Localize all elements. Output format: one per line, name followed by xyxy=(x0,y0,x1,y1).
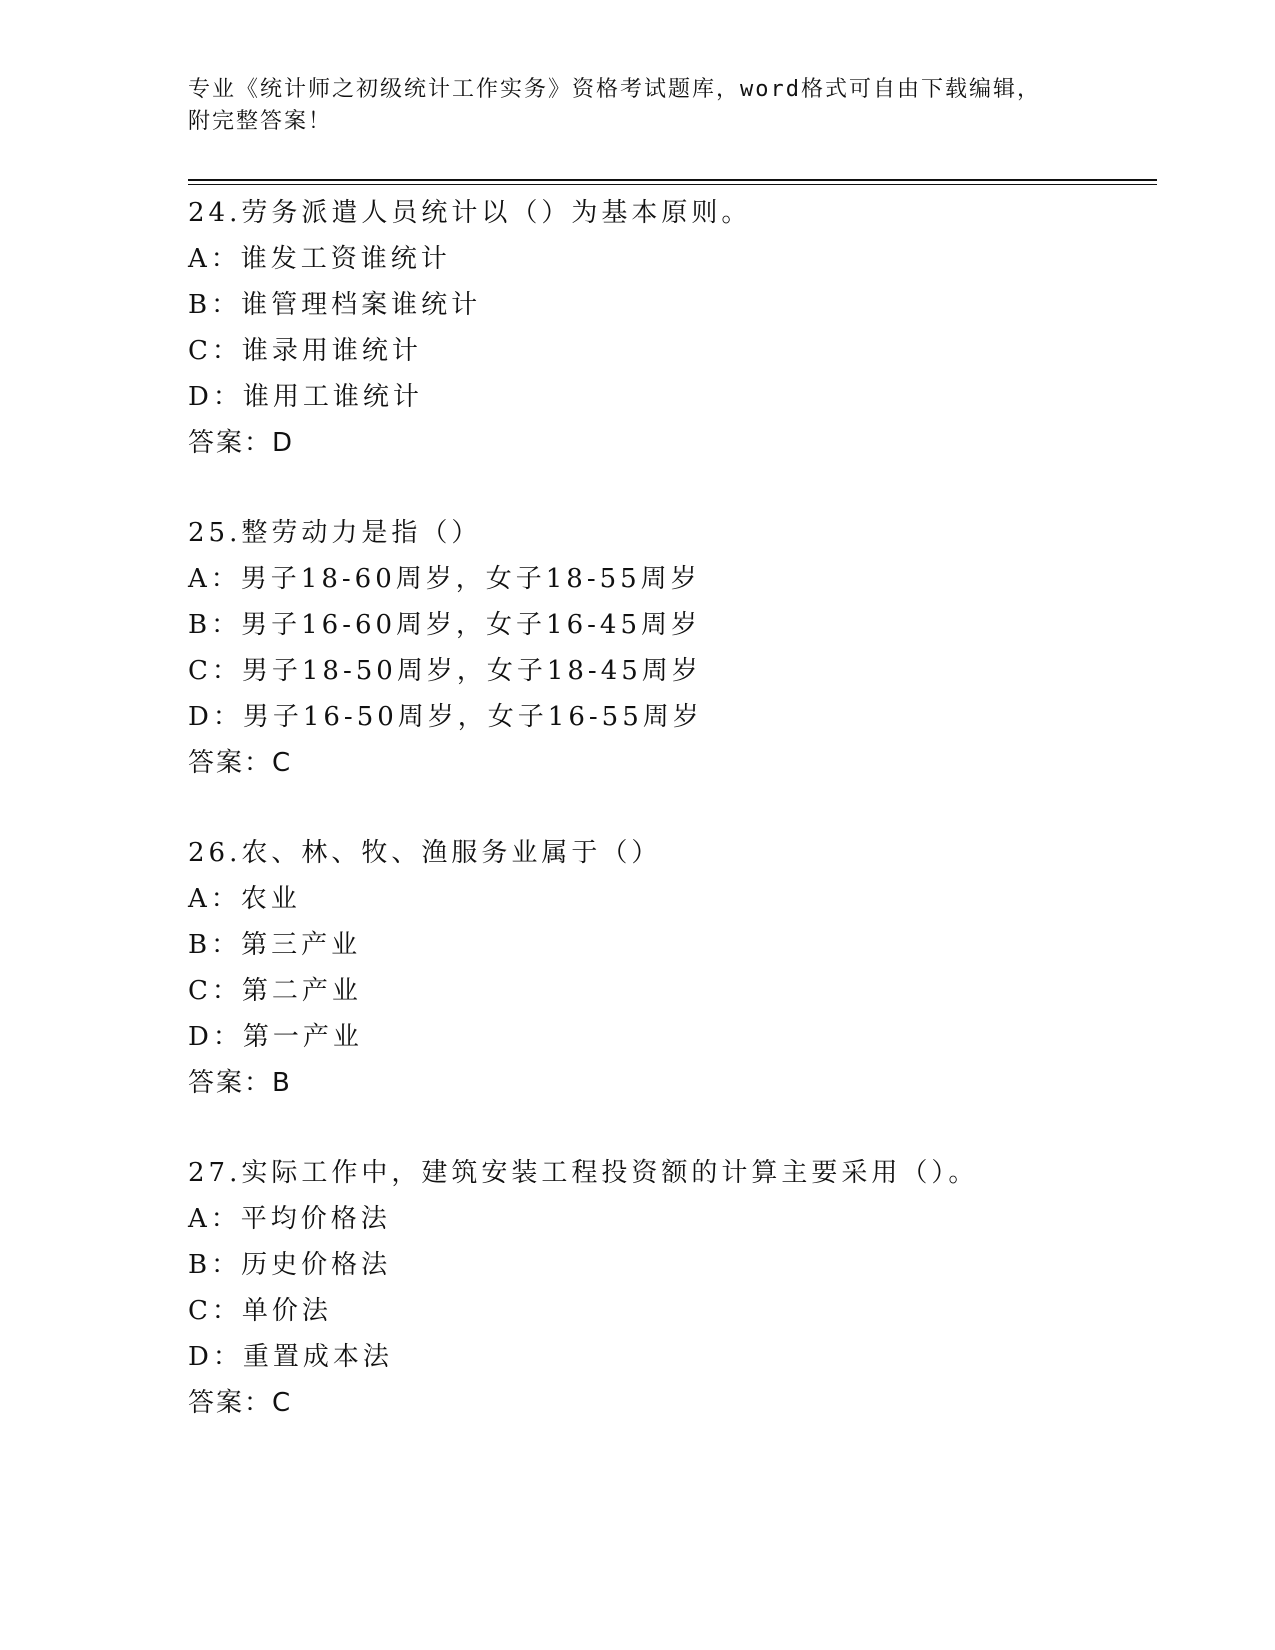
document-header xyxy=(188,74,1088,138)
question-25 xyxy=(188,510,1148,786)
option-b: B：男子16-60周岁，女子16-45周岁 xyxy=(188,610,702,640)
option-c: C：单价法 xyxy=(188,1296,332,1326)
option-a: A：平均价格法 xyxy=(188,1204,391,1234)
option-d: D：男子16-50周岁，女子16-55周岁 xyxy=(188,702,703,732)
question-24 xyxy=(188,190,1148,466)
option-c: C：男子18-50周岁，女子18-45周岁 xyxy=(188,656,702,686)
option-d: D：谁用工谁统计 xyxy=(188,382,423,412)
option-b: B：第三产业 xyxy=(188,930,362,960)
header-line-2: 附完整答案！ xyxy=(188,109,333,134)
header-line-1: 专业《统计师之初级统计工作实务》资格考试题库，word格式可自由下载编辑， xyxy=(188,77,1041,102)
answer: 答案：C xyxy=(188,1388,293,1418)
option-a: A：男子18-60周岁，女子18-55周岁 xyxy=(188,564,701,594)
answer: 答案：D xyxy=(188,428,295,458)
answer: 答案：C xyxy=(188,748,293,778)
question-27 xyxy=(188,1150,1148,1426)
header-divider-thin xyxy=(188,184,1157,185)
question-stem: 24.劳务派遣人员统计以（）为基本原则。 xyxy=(188,198,752,228)
option-d: D：重置成本法 xyxy=(188,1342,393,1372)
option-c: C：第二产业 xyxy=(188,976,362,1006)
option-a: A：农业 xyxy=(188,884,301,914)
header-divider-thick xyxy=(188,179,1157,181)
option-d: D：第一产业 xyxy=(188,1022,363,1052)
answer: 答案：B xyxy=(188,1068,292,1098)
question-stem: 27.实际工作中，建筑安装工程投资额的计算主要采用（）。 xyxy=(188,1158,979,1188)
option-a: A：谁发工资谁统计 xyxy=(188,244,451,274)
question-stem: 26.农、林、牧、渔服务业属于（） xyxy=(188,838,662,868)
question-26 xyxy=(188,830,1148,1106)
question-list xyxy=(188,190,1148,1426)
option-c: C：谁录用谁统计 xyxy=(188,336,422,366)
question-stem: 25.整劳动力是指（） xyxy=(188,518,482,548)
option-b: B：谁管理档案谁统计 xyxy=(188,290,482,320)
option-b: B：历史价格法 xyxy=(188,1250,392,1280)
